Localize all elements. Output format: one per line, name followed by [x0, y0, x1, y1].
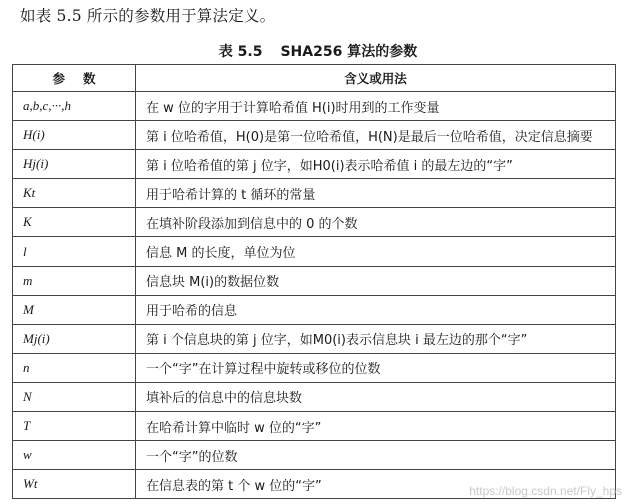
meaning-cell: 第 i 位哈希值，H(0)是第一位哈希值，H(N)是最后一位哈希值，决定信息摘要 — [136, 121, 616, 150]
table-number: 表 5.5 — [218, 44, 263, 60]
symbol-cell: T — [13, 412, 136, 441]
symbol-cell: H(i) — [13, 121, 136, 150]
meaning-cell: 用于哈希的信息 — [136, 295, 616, 324]
symbol-cell: l — [13, 237, 136, 266]
table-row — [13, 179, 616, 208]
meaning-cell: 在 w 位的字用于计算哈希值 H(i)时用到的工作变量 — [136, 92, 616, 121]
meaning-cell: 填补后的信息中的信息块数 — [136, 382, 616, 411]
table-row — [13, 382, 616, 411]
meaning-cell: 在填补阶段添加到信息中的 0 的个数 — [136, 208, 616, 237]
meaning-cell: 在哈希计算中临时 w 位的“字” — [136, 412, 616, 441]
table-row — [13, 441, 616, 470]
symbol-cell: K — [13, 208, 136, 237]
symbol-cell: Hj(i) — [13, 150, 136, 179]
table-row — [13, 266, 616, 295]
meaning-cell: 信息块 M(i)的数据位数 — [136, 266, 616, 295]
header-meaning: 含义或用法 — [136, 65, 616, 92]
meaning-cell: 信息 M 的长度，单位为位 — [136, 237, 616, 266]
symbol-cell: n — [13, 353, 136, 382]
symbol-cell: N — [13, 382, 136, 411]
meaning-cell: 一个“字”的位数 — [136, 441, 616, 470]
symbol-cell: Kt — [13, 179, 136, 208]
meaning-cell: 第 i 位哈希值的第 j 位字，如H0(i)表示哈希值 i 的最左边的“字” — [136, 150, 616, 179]
intro-paragraph: 如表 5.5 所示的参数用于算法定义。 — [20, 7, 276, 25]
header-param: 参数 — [13, 65, 136, 92]
table-title: SHA256 算法的参数 — [280, 44, 418, 60]
symbol-cell: a,b,c,···,h — [13, 92, 136, 121]
table-header-row — [13, 65, 616, 92]
symbol-cell: Wt — [13, 470, 136, 499]
symbol-cell: m — [13, 266, 136, 295]
meaning-cell: 第 i 个信息块的第 j 位字，如M0(i)表示信息块 i 最左边的那个“字” — [136, 324, 616, 353]
table-caption — [0, 41, 636, 61]
table-row — [13, 121, 616, 150]
symbol-cell: w — [13, 441, 136, 470]
table-row — [13, 150, 616, 179]
table-row — [13, 324, 616, 353]
parameter-table — [12, 64, 616, 499]
table-row — [13, 208, 616, 237]
symbol-cell: Mj(i) — [13, 324, 136, 353]
table-row — [13, 237, 616, 266]
meaning-cell: 用于哈希计算的 t 循环的常量 — [136, 179, 616, 208]
meaning-cell: 在信息表的第 t 个 w 位的“字” — [136, 470, 616, 499]
watermark: https://blog.csdn.net/Fly_hps — [469, 484, 622, 498]
table-row — [13, 295, 616, 324]
table-row — [13, 92, 616, 121]
meaning-cell: 一个“字”在计算过程中旋转或移位的位数 — [136, 353, 616, 382]
symbol-cell: M — [13, 295, 136, 324]
table-row — [13, 412, 616, 441]
table-row — [13, 353, 616, 382]
